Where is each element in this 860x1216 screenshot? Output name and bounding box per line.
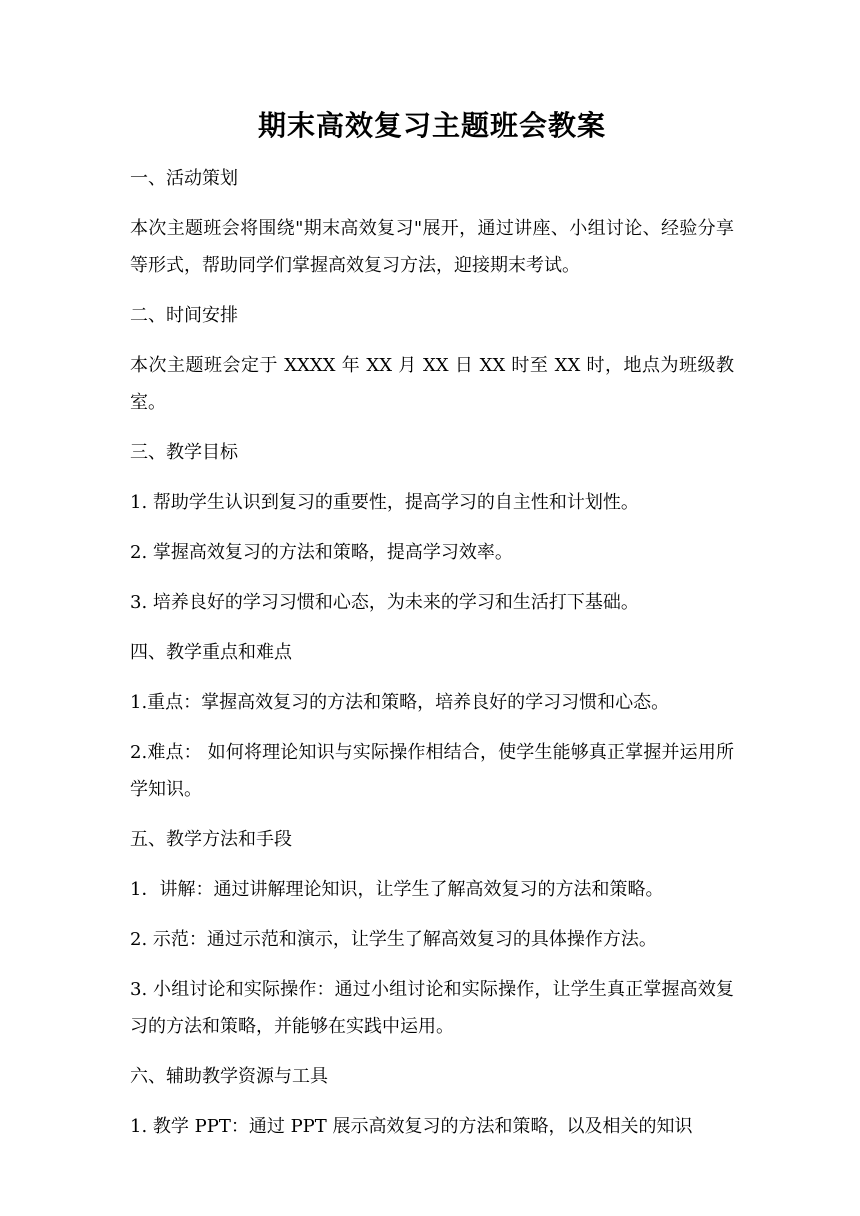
paragraph: 本次主题班会定于 XXXX 年 XX 月 XX 日 XX 时至 XX 时，地点为班级教室。 [130,355,734,413]
section-heading: 三、教学目标 [130,442,238,463]
section-schedule [130,297,734,421]
section-key-points [130,634,734,808]
list-item: 3. 培养良好的学习习惯和心态，为未来的学习和生活打下基础。 [130,592,639,613]
section-activity-plan [130,160,734,284]
section-heading: 一、活动策划 [130,168,238,189]
document-body [130,104,734,1158]
section-heading: 二、时间安排 [130,305,238,326]
list-item: 2. 示范：通过示范和演示，让学生了解高效复习的具体操作方法。 [130,929,657,950]
paragraph: 本次主题班会将围绕"期末高效复习"展开，通过讲座、小组讨论、经验分享等形式，帮助同学们掌握高效复习方法，迎接期末考试。 [130,218,734,276]
list-item: 1. 帮助学生认识到复习的重要性，提高学习的自主性和计划性。 [130,492,639,513]
list-item: 1.重点：掌握高效复习的方法和策略，培养良好的学习习惯和心态。 [130,692,670,713]
list-item: 2. 掌握高效复习的方法和策略，提高学习效率。 [130,542,513,563]
list-item: 1．讲解：通过讲解理论知识，让学生了解高效复习的方法和策略。 [130,879,664,900]
list-item: 1. 教学 PPT：通过 PPT 展示高效复习的方法和策略，以及相关的知识 [130,1116,693,1137]
section-resources [130,1058,734,1145]
document-title: 期末高效复习主题班会教案 [257,109,606,142]
section-heading: 六、辅助教学资源与工具 [130,1066,328,1087]
section-teaching-goals [130,434,734,621]
list-item: 3. 小组讨论和实际操作：通过小组讨论和实际操作，让学生真正掌握高效复习的方法和策略，并能够在实践中运用。 [130,979,734,1037]
section-teaching-methods [130,821,734,1045]
list-item: 2.难点： 如何将理论知识与实际操作相结合，使学生能够真正掌握并运用所学知识。 [130,742,734,800]
section-heading: 五、教学方法和手段 [130,829,292,850]
section-heading: 四、教学重点和难点 [130,642,292,663]
